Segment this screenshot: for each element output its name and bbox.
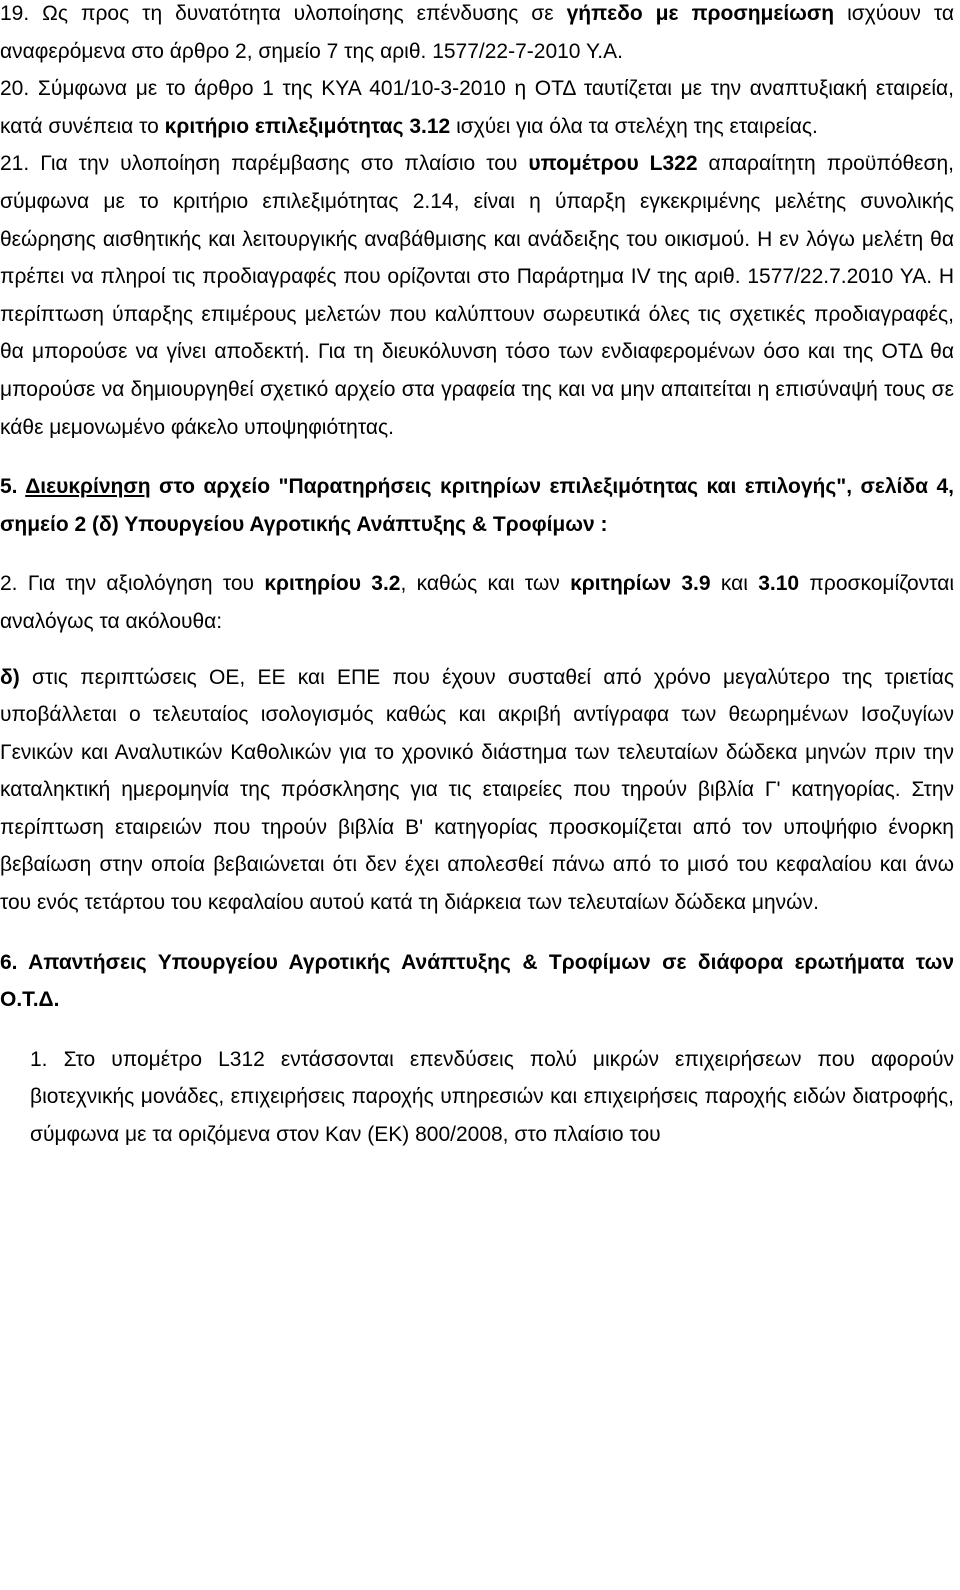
item-19-bold: γήπεδο με προσημείωση [566, 2, 835, 25]
item-20-bold: κριτήριο επιλεξιμότητας 3.12 [164, 114, 451, 138]
paragraph-2-text-1: 2. Για την αξιολόγηση του [0, 572, 265, 596]
item-19 [0, 0, 954, 70]
section-5-underlined: Διευκρίνηση [25, 475, 151, 499]
item-21-text-2: απαραίτητη προϋπόθεση, σύμφωνα με το κριτήριο επιλεξιμότητας 2.14, είναι η ύπαρξη εγκεκριμένης μελέτης συνολικής θεώρησης αισθητικής και λειτουργικής αναβάθμισης και ανάδειξης του οικισμού. Η εν λόγω μελέτη θα πρέπει να πληροί τις προδιαγραφές που ορίζονται στο Παράρτημα IV της αριθ. 1577/22.7.2010 ΥΑ. Η περίπτωση ύπαρξης επιμέρους μελετών που καλύπτουν σωρευτικά όλες τις σχετικές προδιαγραφές, θα μπορούσε να γίνει αποδεκτή. Για τη διευκόλυνση τόσο των ενδιαφερομένων όσο και της ΟΤΔ θα μπορούσε να δημιουργηθεί σχετικό αρχείο στα γραφεία της και να μην απαιτείται η επισύναψή τους σε κάθε μεμονωμένο φάκελο υποψηφιότητας. [0, 152, 955, 439]
section-6-item-1-number: 1. [30, 1047, 48, 1071]
item-19-text-1: Ως προς τη δυνατότητα υλοποίησης επένδυσης σε [29, 2, 567, 25]
item-20 [0, 70, 954, 145]
item-19-number: 19. [0, 2, 30, 25]
item-20-number: 20. [0, 77, 30, 101]
section-5-heading [0, 468, 954, 543]
paragraph-2-bold-2: κριτηρίων 3.9 [570, 572, 711, 596]
section-6-heading [0, 944, 954, 1019]
paragraph-2-bold-1: κριτηρίου 3.2 [264, 572, 401, 596]
item-21-text-1: Για την υλοποίηση παρέμβασης στο πλαίσιο του [29, 152, 529, 176]
section-6-item-1-text: Στο υπομέτρο L312 εντάσσονται επενδύσεις πολύ μικρών επιχειρήσεων που αφορούν βιοτεχνικής μονάδες, επιχειρήσεις παροχής υπηρεσιών και επιχειρήσεις παροχής ειδών διατροφής, σύμφωνα με τα οριζόμενα στον Καν (ΕΚ) 800/2008, στο πλαίσιο του [30, 1047, 954, 1147]
paragraph-2-text-4: προσκομίζονται αναλόγως τα ακόλουθα: [0, 572, 955, 633]
paragraph-d-text: στις περιπτώσεις ΟΕ, ΕΕ και ΕΠΕ που έχουν συσταθεί από χρόνο μεγαλύτερο της τριετίας υποβάλλεται ο τελευταίος ισολογισμός καθώς και ακριβή αντίγραφα των θεωρημένων Ισοζυγίων Γενικών και Αναλυτικών Καθολικών για το χρονικό διάστημα των τελευταίων δώδεκα μηνών πριν την καταληκτική ημερομηνία της πρόσκλησης για τις εταιρείες που τηρούν βιβλία Γ' κατηγορίας. Στην περίπτωση εταιρειών που τηρούν βιβλία Β' κατηγορίας προσκομίζεται από τον υποψήφιο ένορκη βεβαίωση στην οποία βεβαιώνεται ότι δεν έχει απολεσθεί πάνω από το μισό του κεφαλαίου και άνω του ενός τετάρτου του κεφαλαίου αυτού κατά τη διάρκεια των τελευταίων δώδεκα μηνών. [0, 665, 954, 915]
item-21-bold: υπομέτρου L322 [528, 152, 698, 176]
paragraph-2-text-3: και [710, 572, 759, 596]
section-5-rest: στο αρχείο "Παρατηρήσεις κριτηρίων επιλεξιμότητας και επιλογής", σελίδα 4, σημείο 2 (δ) Υπουργείου Αγροτικής Ανάπτυξης & Τροφίμων : [0, 475, 954, 536]
section-6-item-1 [0, 1041, 954, 1154]
item-20-text-2: ισχύει για όλα τα στελέχη της εταιρείας. [450, 114, 818, 138]
section-5-number: 5. [0, 475, 26, 499]
paragraph-2-bold-3: 3.10 [758, 572, 800, 596]
item-21 [0, 145, 954, 446]
paragraph-2-text-2: , καθώς και των [400, 572, 571, 596]
item-19-text-2: ισχύουν τα αναφερόμενα στο άρθρο 2, σημείο 7 της αριθ. 1577/22-7-2010 Υ.Α. [0, 2, 954, 63]
section-6-title: 6. Απαντήσεις Υπουργείου Αγροτικής Ανάπτυξης & Τροφίμων σε διάφορα ερωτήματα των Ο.Τ.Δ. [0, 950, 954, 1012]
item-21-number: 21. [0, 152, 30, 176]
item-20-text-1: Σύμφωνα με το άρθρο 1 της ΚΥΑ 401/10-3-2010 η ΟΤΔ ταυτίζεται με την αναπτυξιακή εταιρεία, κατά συνέπεια το [0, 77, 954, 138]
paragraph-d-label: δ) [0, 665, 20, 689]
paragraph-2 [0, 565, 954, 640]
paragraph-d [0, 659, 954, 922]
